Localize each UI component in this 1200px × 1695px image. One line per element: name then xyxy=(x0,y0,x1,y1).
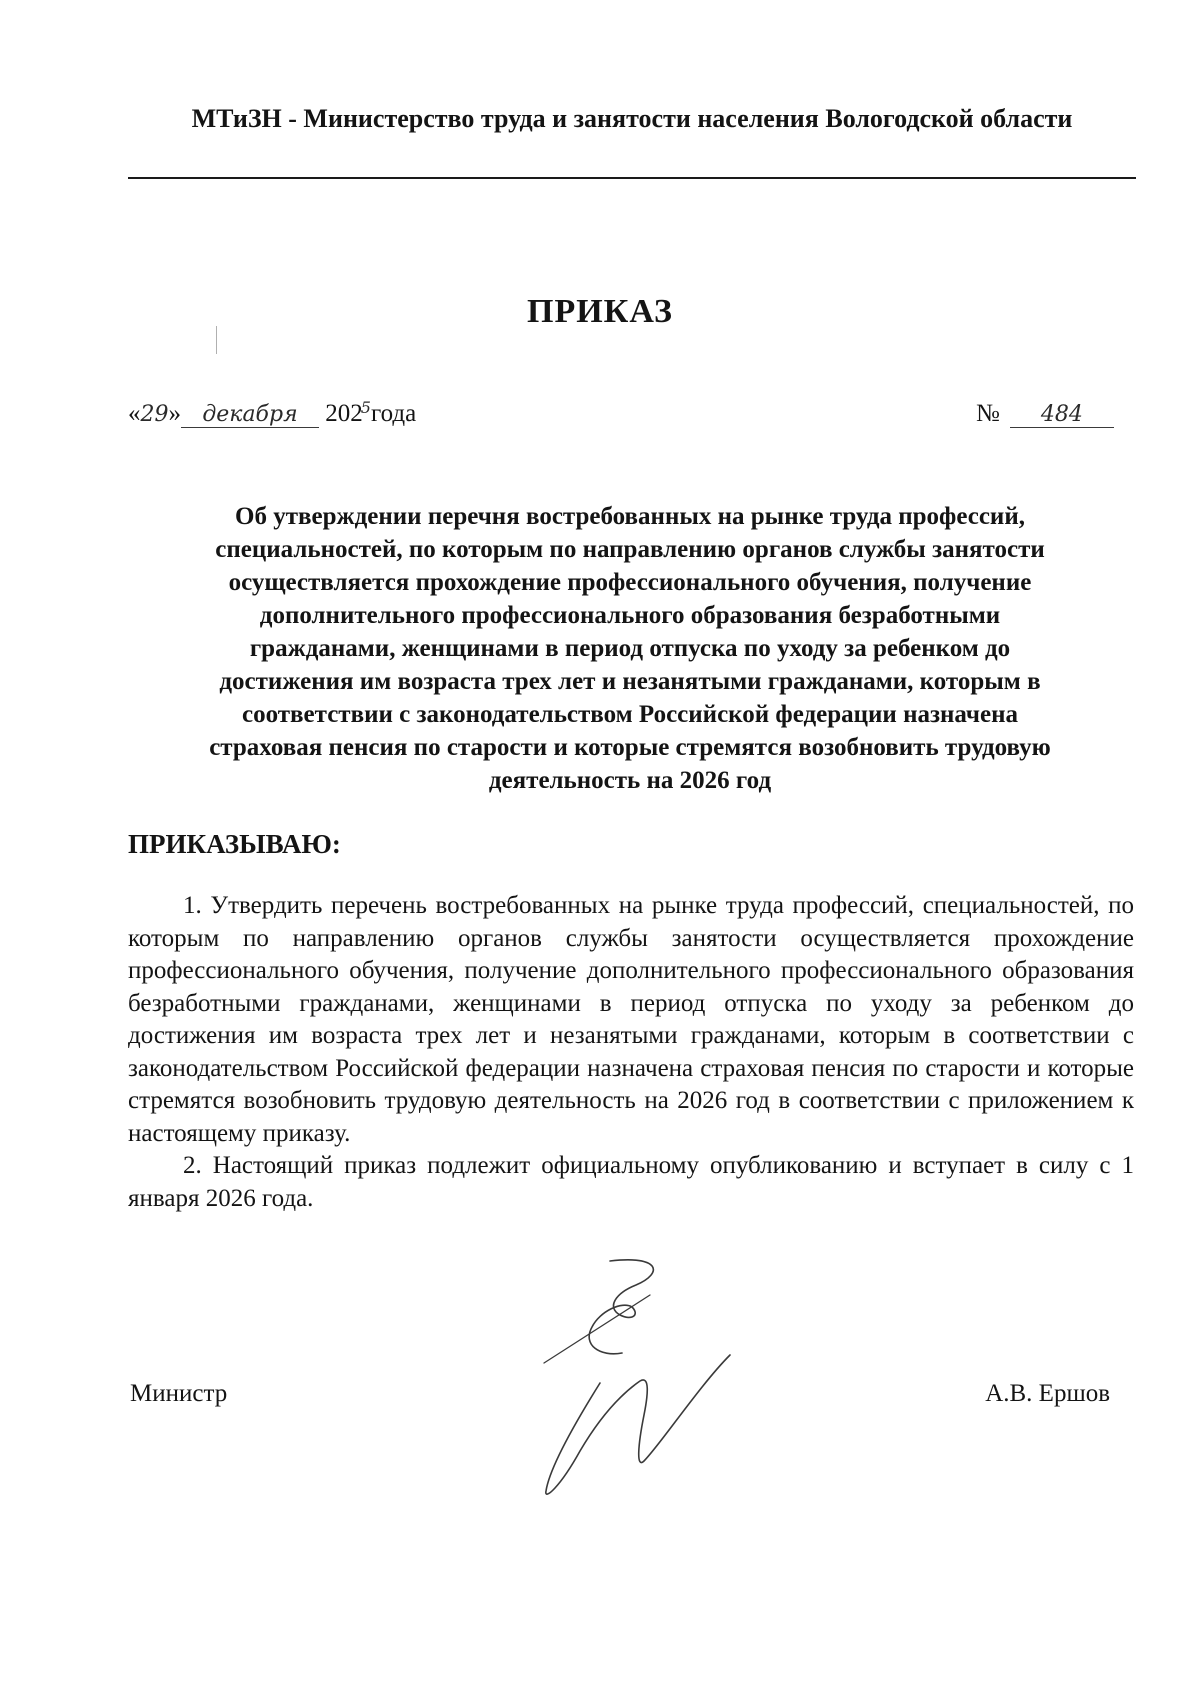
date-open-quote: « xyxy=(128,400,141,427)
subject-line: осуществляется прохождение профессионального обучения, получение xyxy=(228,569,1032,596)
subject-line: специальностей, по которым по направлению органов службы занятости xyxy=(215,536,1045,563)
signatory-position: Министр xyxy=(130,1380,228,1407)
scan-artifact-mark xyxy=(216,326,217,354)
subject-line: страховая пенсия по старости и которые стремятся возобновить трудовую xyxy=(209,734,1051,761)
number-value: 484 xyxy=(1010,402,1114,428)
date-month: декабря xyxy=(181,402,319,428)
date-year-digit: 5 xyxy=(360,398,371,417)
document-type-title: ПРИКАЗ xyxy=(527,293,673,330)
document-number xyxy=(976,400,1114,428)
handwritten-signature xyxy=(540,1255,790,1505)
date-year-suffix: года xyxy=(370,400,417,427)
order-item-1: 1. Утвердить перечень востребованных на рынке труда профессий, специальностей, по которым по направлению органов службы занятости осуществляется прохождение профессионального обучения, получение дополнительного профессионального образования безработными гражданами, женщинами в период отпуска по уходу за ребенком до достижения им возраста трех лет и незанятыми гражданами, которым в соответствии с законодательством Российской федерации назначена страховая пенсия по старости и которые стремятся возобновить трудовую деятельность на 2026 год в соответствии с приложением к настоящему приказу. xyxy=(128,892,1134,1147)
document-date xyxy=(128,400,416,428)
order-body xyxy=(128,890,1134,1215)
number-label: № xyxy=(976,400,1000,427)
date-year-prefix: 202 xyxy=(325,400,363,427)
subject-line: соответствии с законодательством Российской федерации назначена xyxy=(241,701,1019,728)
date-close-quote: » xyxy=(168,400,181,427)
subject-line: дополнительного профессионального образования безработными xyxy=(259,602,1001,629)
subject-line: достижения им возраста трех лет и незанятыми гражданами, которым в xyxy=(219,668,1041,695)
subject-line: гражданами, женщинами в период отпуска по уходу за ребенком до xyxy=(249,635,1011,662)
date-day: 29 xyxy=(140,402,169,427)
organization-header: МТиЗН - Министерство труда и занятости населения Вологодской области xyxy=(191,104,1073,133)
order-item-2: 2. Настоящий приказ подлежит официальному опубликованию и вступает в силу с 1 января 2026 года. xyxy=(128,1152,1134,1212)
signatory-name: А.В. Ершов xyxy=(985,1380,1110,1407)
header-divider xyxy=(128,177,1136,179)
document-subject xyxy=(150,500,1110,797)
subject-line: деятельность на 2026 год xyxy=(488,767,772,794)
order-directive-heading: ПРИКАЗЫВАЮ: xyxy=(128,829,341,859)
subject-line: Об утверждении перечня востребованных на рынке труда профессий, xyxy=(235,503,1025,530)
